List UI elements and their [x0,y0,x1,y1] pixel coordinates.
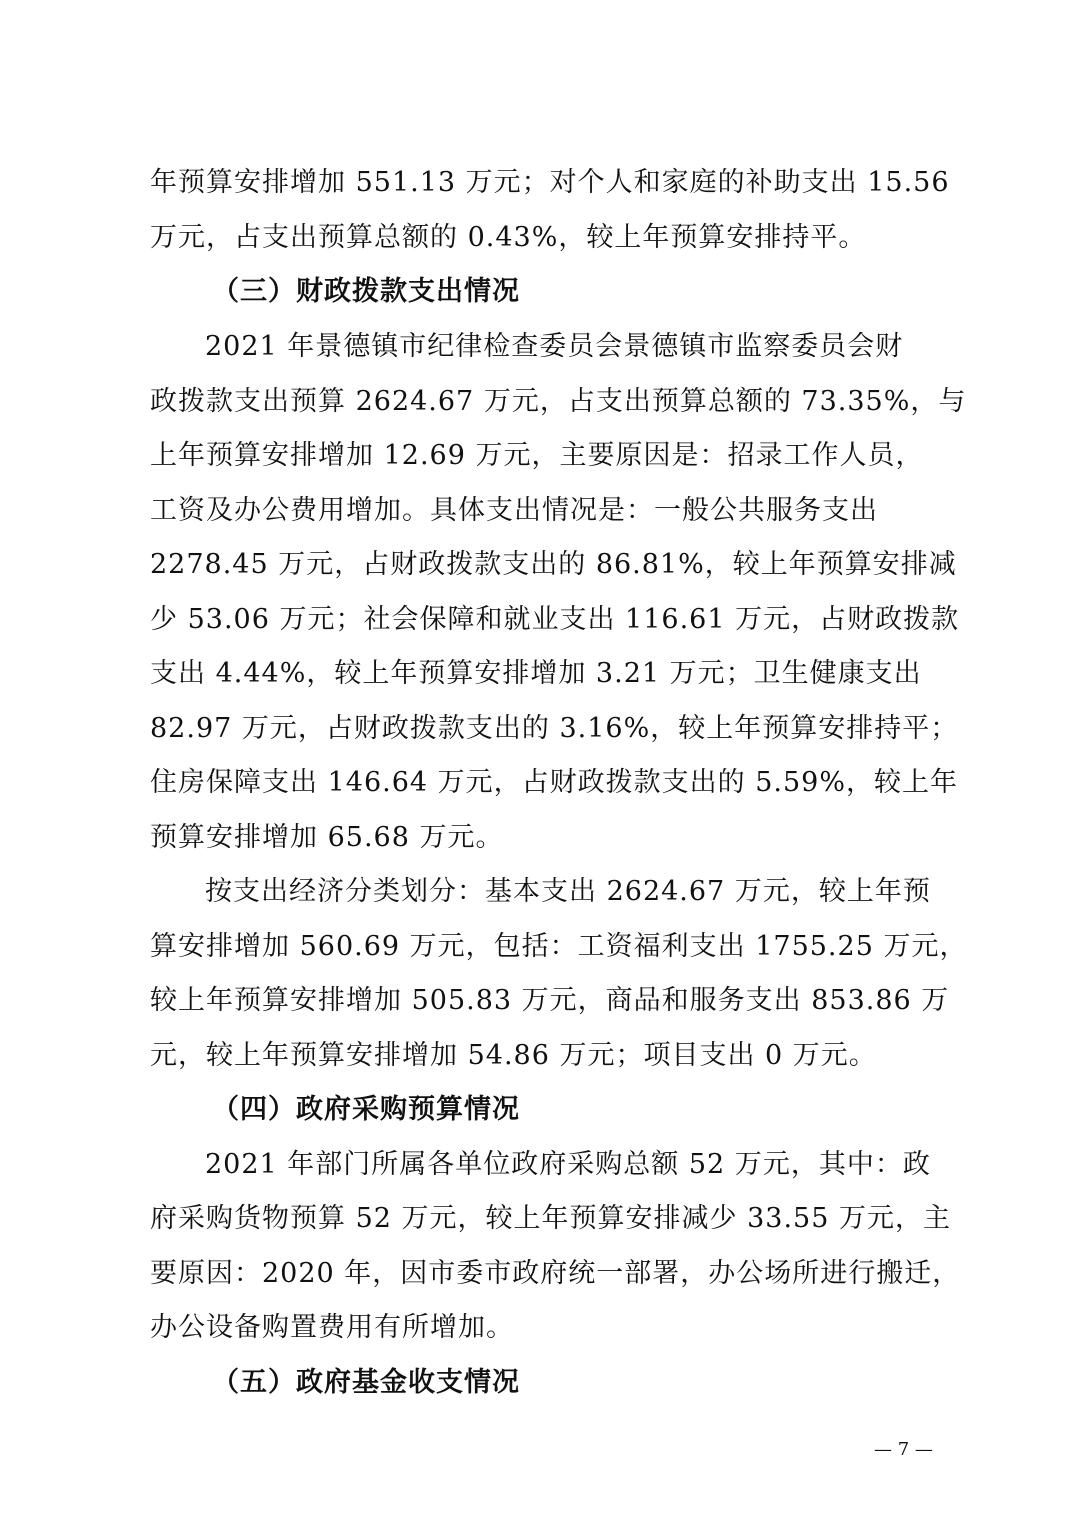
text-line: 要原因：2020 年，因市委市政府统一部署，办公场所进行搬迁， [150,1258,961,1289]
section-heading-5: （五）政府基金收支情况 [212,1367,520,1398]
text-line: 工资及办公费用增加。具体支出情况是：一般公共服务支出 [150,495,878,526]
text-line: 万元，占支出预算总额的 0.43%，较上年预算安排持平。 [150,222,867,253]
text-line: 支出 4.44%，较上年预算安排增加 3.21 万元；卫生健康支出 [150,658,922,689]
section-heading-4: （四）政府采购预算情况 [212,1094,520,1125]
text-line: 年预算安排增加 551.13 万元；对个人和家庭的补助支出 15.56 [150,167,950,198]
text-line: 82.97 万元，占财政拨款支出的 3.16%，较上年预算安排持平； [150,713,959,744]
text-line: 元，较上年预算安排增加 54.86 万元；项目支出 0 万元。 [150,1040,877,1071]
text-line: 2278.45 万元，占财政拨款支出的 86.81%，较上年预算安排减 [150,549,957,580]
text-line: 按支出经济分类划分：基本支出 2624.67 万元，较上年预 [205,876,931,907]
text-line: 2021 年部门所属各单位政府采购总额 52 万元，其中：政 [205,1149,931,1180]
text-line: 办公设备购置费用有所增加。 [150,1312,514,1343]
text-line: 预算安排增加 65.68 万元。 [150,822,504,853]
text-line: 较上年预算安排增加 505.83 万元，商品和服务支出 853.86 万 [150,985,950,1016]
text-line: 2021 年景德镇市纪律检查委员会景德镇市监察委员会财 [205,331,904,362]
text-line: 政拨款支出预算 2624.67 万元，占支出预算总额的 73.35%，与 [150,386,967,417]
text-line: 府采购货物预算 52 万元，较上年预算安排减少 33.55 万元，主 [150,1203,951,1234]
text-line: 住房保障支出 146.64 万元，占财政拨款支出的 5.59%，较上年 [150,767,958,798]
text-line: 少 53.06 万元；社会保障和就业支出 116.61 万元，占财政拨款 [150,604,960,635]
text-line: 上年预算安排增加 12.69 万元，主要原因是：招录工作人员， [150,440,924,471]
section-heading-3: （三）财政拨款支出情况 [212,276,520,307]
text-line: 算安排增加 560.69 万元，包括：工资福利支出 1755.25 万元， [150,931,968,962]
page-number: — 7 — [874,1439,933,1460]
